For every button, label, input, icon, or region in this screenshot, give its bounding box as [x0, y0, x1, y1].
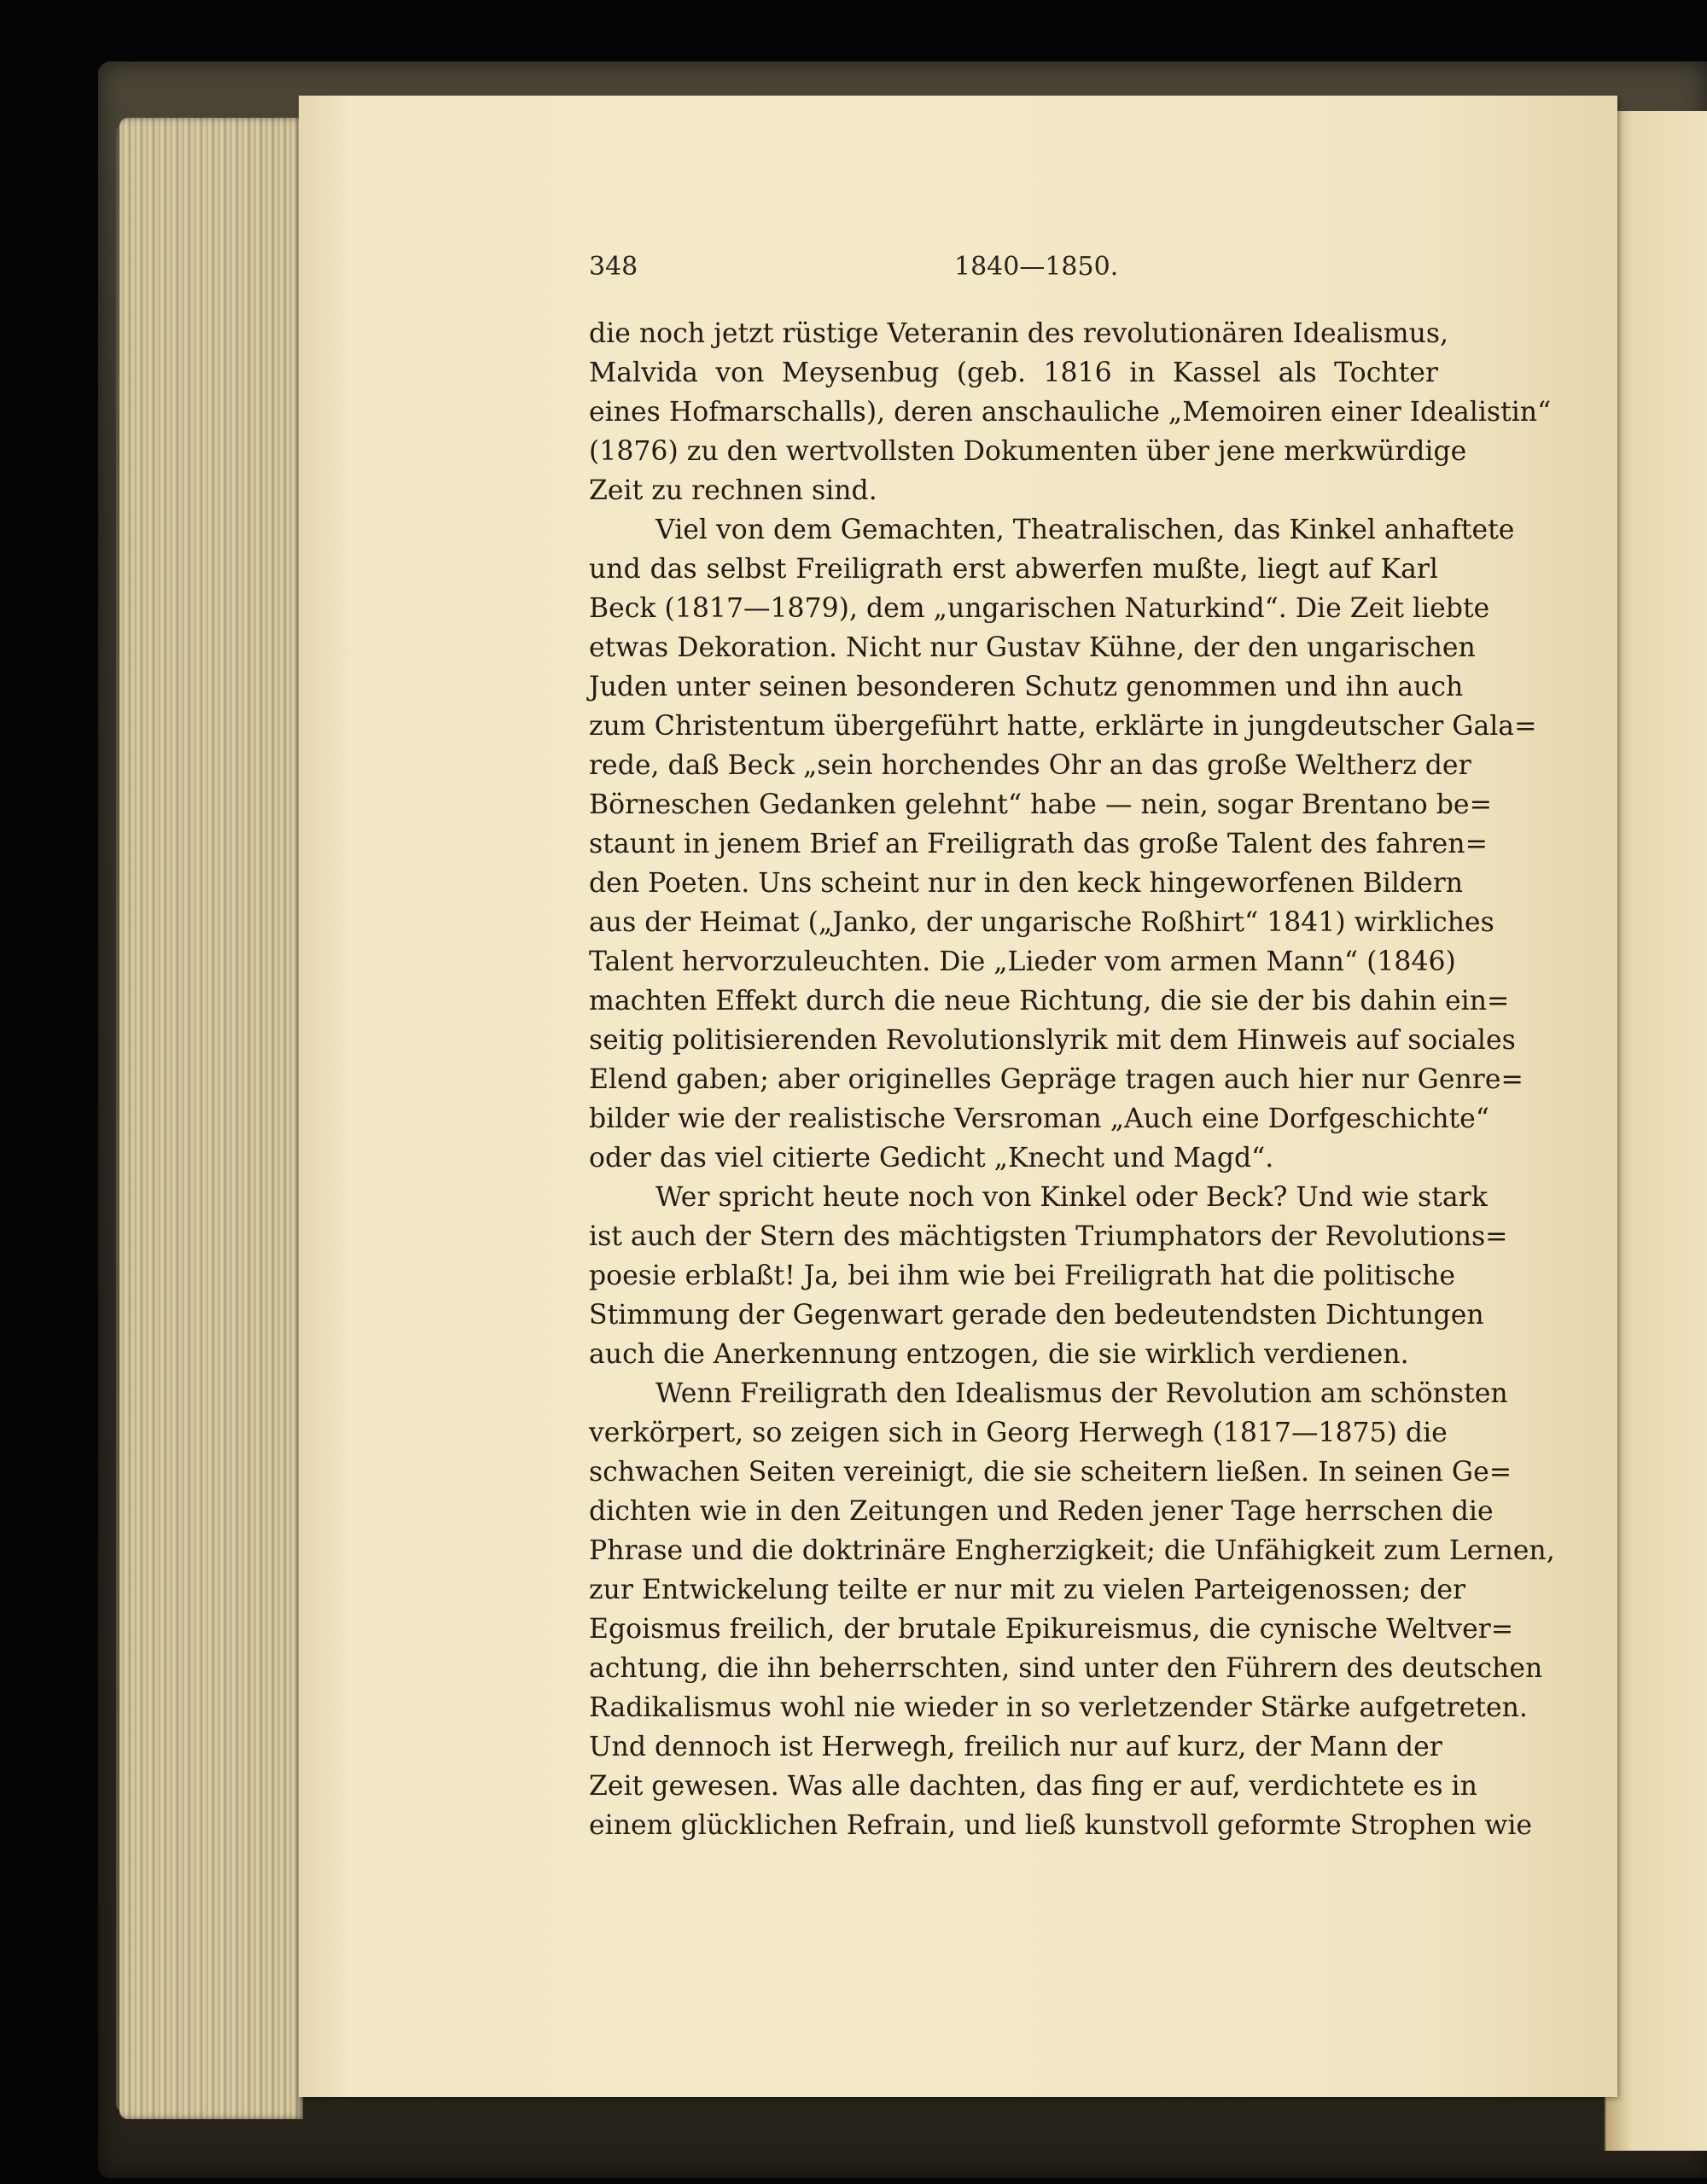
page-number: 348: [589, 252, 638, 282]
text-line: achtung, die ihn beherrschten, sind unter den Führern des deutschen: [589, 1653, 1543, 1684]
text-line: Juden unter seinen besonderen Schutz genommen und ihn auch: [589, 672, 1464, 702]
text-line: dichten wie in den Zeitungen und Reden jener Tage herrschen die: [589, 1496, 1494, 1527]
running-title: 1840—1850.: [954, 252, 1119, 282]
text-line: Zeit gewesen. Was alle dachten, das fing er auf, verdichtete es in: [589, 1771, 1477, 1802]
text-line: einem glücklichen Refrain, und ließ kunstvoll geformte Strophen wie: [589, 1810, 1533, 1841]
facing-page-edge: [1605, 111, 1707, 2151]
paragraph: [589, 510, 1537, 1178]
text-line: Phrase und die doktrinäre Engherzigkeit; die Unfähigkeit zum Lernen,: [589, 1535, 1555, 1566]
text-line: (1876) zu den wertvollsten Dokumenten über jene merkwürdige: [589, 436, 1467, 467]
text-line: aus der Heimat („Janko, der ungarische Roßhirt“ 1841) wirkliches: [589, 907, 1494, 938]
text-line: ist auch der Stern des mächtigsten Triumphators der Revolutions=: [589, 1221, 1508, 1252]
text-line: Elend gaben; aber originelles Gepräge tragen auch hier nur Genre=: [589, 1064, 1523, 1095]
text-line: eines Hofmarschalls), deren anschauliche „Memoiren einer Idealistin“: [589, 397, 1552, 428]
page-edges: [119, 118, 303, 2119]
text-line: und das selbst Freiligrath erst abwerfen mußte, liegt auf Karl: [589, 554, 1438, 585]
text-line: verkörpert, so zeigen sich in Georg Herwegh (1817—1875) die: [589, 1418, 1448, 1448]
text-line: Zeit zu rechnen sind.: [589, 475, 877, 506]
paragraph: [589, 1374, 1555, 1845]
text-line: oder das viel citierte Gedicht „Knecht und Magd“.: [589, 1143, 1274, 1174]
text-line: schwachen Seiten vereinigt, die sie scheitern ließen. In seinen Ge=: [589, 1457, 1512, 1488]
text-line: Wer spricht heute noch von Kinkel oder Beck? Und wie stark: [655, 1182, 1488, 1213]
text-line: Talent hervorzuleuchten. Die „Lieder vom armen Mann“ (1846): [589, 946, 1456, 977]
text-line: rede, daß Beck „sein horchendes Ohr an das große Weltherz der: [589, 750, 1471, 781]
text-line: staunt in jenem Brief an Freiligrath das große Talent des fahren=: [589, 829, 1488, 859]
text-line: bilder wie der realistische Versroman „Auch eine Dorfgeschichte“: [589, 1104, 1489, 1134]
text-line: Malvida von Meysenbug (geb. 1816 in Kassel als Tochter: [589, 358, 1438, 388]
page-header: [589, 252, 1442, 286]
paragraph: [589, 314, 1552, 510]
text-line: auch die Anerkennung entzogen, die sie wirklich verdienen.: [589, 1339, 1409, 1370]
text-line: Egoismus freilich, der brutale Epikureismus, die cynische Weltver=: [589, 1614, 1514, 1645]
text-line: poesie erblaßt! Ja, bei ihm wie bei Freiligrath hat die politische: [589, 1261, 1456, 1291]
text-line: Wenn Freiligrath den Idealismus der Revolution am schönsten: [655, 1378, 1508, 1409]
text-line: Viel von dem Gemachten, Theatralischen, das Kinkel anhaftete: [655, 515, 1515, 545]
text-line: zur Entwickelung teilte er nur mit zu vielen Parteigenossen; der: [589, 1575, 1466, 1605]
text-line: machten Effekt durch die neue Richtung, die sie der bis dahin ein=: [589, 986, 1510, 1016]
text-line: seitig politisierenden Revolutionslyrik mit dem Hinweis auf sociales: [589, 1025, 1516, 1056]
text-line: Und dennoch ist Herwegh, freilich nur auf kurz, der Mann der: [589, 1732, 1442, 1762]
body-text: [589, 314, 1555, 1845]
text-line: die noch jetzt rüstige Veteranin des revolutionären Idealismus,: [589, 318, 1449, 349]
text-line: etwas Dekoration. Nicht nur Gustav Kühne, der den ungarischen: [589, 632, 1476, 663]
text-line: zum Christentum übergeführt hatte, erklärte in jungdeutscher Gala=: [589, 711, 1537, 742]
text-line: Stimmung der Gegenwart gerade den bedeutendsten Dichtungen: [589, 1300, 1484, 1331]
text-line: Radikalismus wohl nie wieder in so verletzender Stärke aufgetreten.: [589, 1692, 1528, 1723]
text-line: den Poeten. Uns scheint nur in den keck hingeworfenen Bildern: [589, 868, 1464, 899]
text-line: Beck (1817—1879), dem „ungarischen Naturkind“. Die Zeit liebte: [589, 593, 1490, 624]
paragraph: [589, 1178, 1508, 1374]
text-line: Börneschen Gedanken gelehnt“ habe — nein, sogar Brentano be=: [589, 789, 1492, 820]
